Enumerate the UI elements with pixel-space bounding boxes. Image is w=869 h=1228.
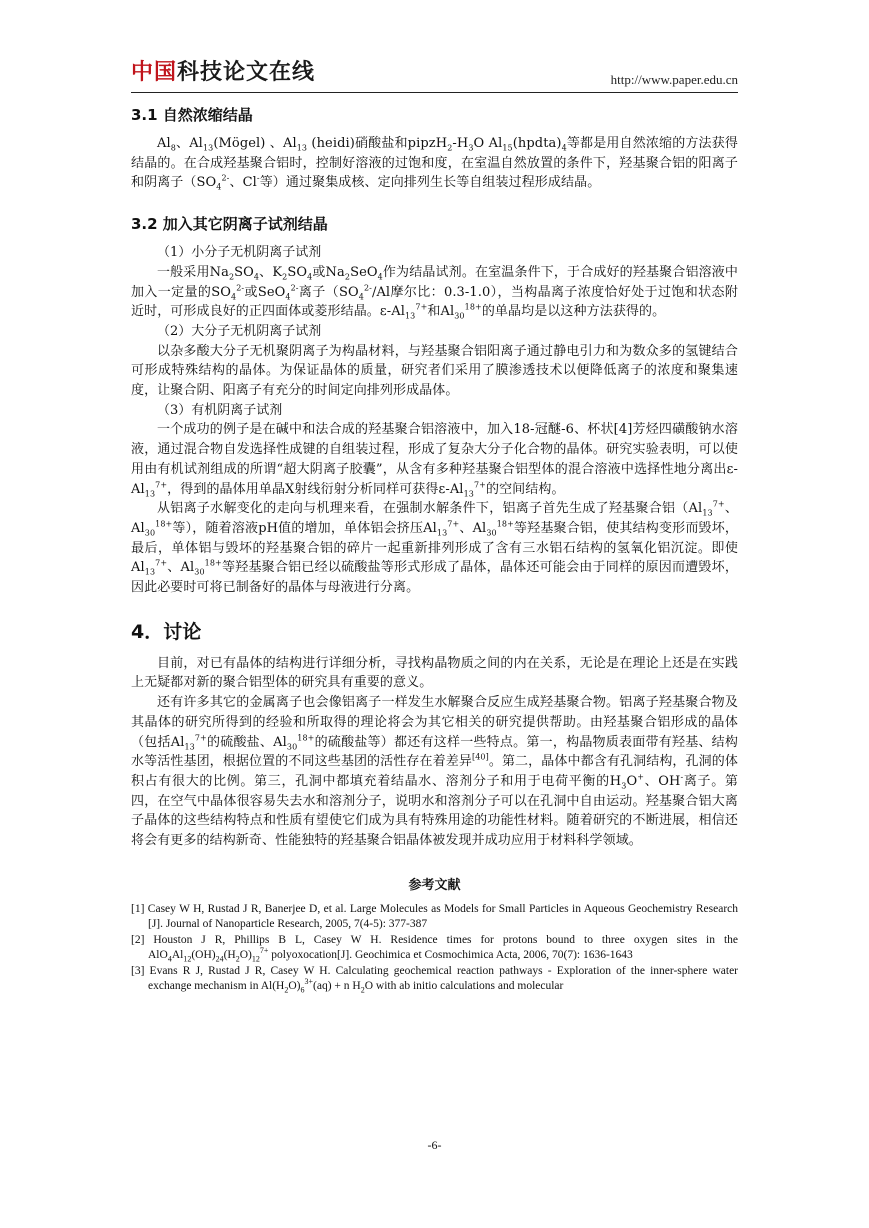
subsection-2-label: （2）大分子无机阴离子试剂: [157, 323, 322, 339]
reference-3: [3] Evans R J, Rustad J R, Casey W H. Calculating geochemical reaction pathways - Exploration of the inner-sphere water exchange mechanism in $Al(H_2O)_6^{3+}(aq) + n$ $H_2O$ with ab initio calculations and molecular: [131, 964, 738, 995]
header-url[interactable]: http://www.paper.edu.cn: [610, 72, 738, 87]
page-body: [131, 104, 738, 995]
page-number: -6-: [427, 1138, 442, 1152]
subsection-3-label: （3）有机阴离子试剂: [157, 402, 283, 418]
section-3-2-paragraph-4: 从铝离子水解变化的走向与机理来看，在强制水解条件下，铝离子首先生成了羟基聚合铝（$Al_{13}^{7+}$、$Al_{30}^{18+}$等），随着溶液pH值的增加，单体铝会挤压$Al_{13}^{7+}$、$Al_{30}^{18+}$等羟基聚合铝，使其结构变形而毁坏，最后，单体铝与毁坏的羟基聚合铝的碎片一起重新排列形成了含有三水铝石结构的氢氧化铝沉淀。即使$Al_{13}^{7+}$、$Al_{30}^{18+}$等羟基聚合铝已经以硫酸盐等形式形成了晶体，晶体还可能会由于同样的原因而遭毁坏，因此必要时可将已制备好的晶体与母液进行分离。: [131, 499, 739, 596]
section-4-paragraph-1: 目前，对已有晶体的结构进行详细分析，寻找构晶物质之间的内在关系，无论是在理论上还是在实践上无疑都对新的聚合铝型体的研究具有重要的意义。: [131, 655, 738, 691]
page-header: [131, 58, 738, 92]
header-divider: [131, 92, 738, 93]
section-3-2-paragraph-2: 以杂多酸大分子无机聚阴离子为构晶材料，与羟基聚合铝阳离子通过静电引力和为数众多的氢键结合可形成特殊结构的晶体。为保证晶体的质量，研究者们采用了膜渗透技术以便降低离子的浓度和聚集速度，让聚合阴、阳离子有充分的时间定向排列形成晶体。: [131, 343, 738, 399]
citation-40[interactable]: [40]: [471, 752, 489, 762]
section-3-1-heading: 3.1 自然浓缩结晶: [131, 106, 253, 124]
section-3-2-heading: 3.2 加入其它阴离子试剂结晶: [131, 215, 328, 234]
subsection-1-label: （1）小分子无机阴离子试剂: [157, 245, 322, 261]
journal-logo: 中国科技论文在线: [131, 60, 316, 85]
reference-1: [1] Casey W H, Rustad J R, Banerjee D, et al. Large Molecules as Models for Small Particles in Aqueous Geochemistry Research [J]. Journal of Nanoparticle Research, 2005, 7(4-5): 377-387: [131, 902, 738, 931]
reference-2: [2] Houston J R, Phillips B L, Casey W H. Residence times for protons bound to three oxygen sites in the $AlO_4Al_{12}(OH)_{24}(H_2O)_{12}^{7+}$ polyoxocation[J]. Geochimica et Cosmochimica Acta, 2006, 70(7): 1636-1643: [131, 933, 738, 964]
section-3-2-paragraph-1: 一般采用$Na_2SO_4$、$K_2SO_4$或$Na_2SeO_4$作为结晶试剂。在室温条件下，于合成好的羟基聚合铝溶液中加入一定量的$SO_4^{2-}$或SeO$_4^{2-}$离子（$SO_4^{2-}/Al$摩尔比：0.3-1.0），当构晶离子浓度恰好处于过饱和状态附近时，可形成良好的正四面体或菱形结晶。$\varepsilon-Al_{13}^{7+}$和$Al_{30}^{18+}$的单晶均是以这种方法获得的。: [131, 264, 739, 321]
section-3-2-paragraph-3: 一个成功的例子是在碱中和法合成的羟基聚合铝溶液中，加入18-冠醚-6、杯状[4]芳烃四磺酸钠水溶液，通过混合物自发选择性成键的自组装过程，形成了复杂大分子化合物的晶体。研究实验表明，可以使用由有机试剂组成的所谓“超大阴离子胶囊”，从含有多种羟基聚合铝型体的混合溶液中选择性地分离出$\varepsilon-Al_{13}^{7+}$，得到的晶体用单晶X射线衍射分析同样可获得$\varepsilon-Al_{13}^{7+}$的空间结构。: [131, 422, 738, 499]
section-3-1-paragraph: $Al_8$、$Al_{13}(Mögel)$ 、$Al_{13}$ (heidi)硝酸盐和$pipzH_2-H_3O$ $Al_{15}(hpdta)_4$等都是用自然浓缩的方法获得结晶的。在合成羟基聚合铝时，控制好溶液的过饱和度，在室温自然放置的条件下，羟基聚合铝的阳离子和阴离子（$SO_4^{2-}$、Cl-等）通过聚集成核、定向排列生长等自组装过程形成结晶。: [131, 136, 738, 192]
section-4-paragraph-2: 还有许多其它的金属离子也会像铝离子一样发生水解聚合反应生成羟基聚合物。铝离子羟基聚合物及其晶体的研究所得到的经验和所取得的理论将会为其它相关的研究提供帮助。由羟基聚合铝形成的晶体（包括$Al_{13}^{7+}$的硫酸盐、$Al_{30}^{18+}$的硫酸盐等）都还有这样一些特点。第一，构晶物质表面带有羟基、结构水等活性基团，根据位置的不同这些基团的活性存在着差异[40]。第二，晶体中都含有孔洞结构，孔洞的体积占有很大的比例。第三，孔洞中都填充着结晶水、溶剂分子和用于电荷平衡的$H_3O^+$、OH-离子。第四，在空气中晶体很容易失去水和溶剂分子，说明水和溶剂分子可以在孔洞中自由运动。羟基聚合铝大离子晶体的这些结构特点和性质有望使它们成为具有特殊用途的功能性材料。随着研究的不断进展，相信还将会有更多的结构新奇、性能独特的羟基聚合铝晶体被发现并成功应用于材料科学领域。: [131, 695, 739, 849]
references-heading: 参考文献: [408, 877, 461, 893]
section-4-heading: 4．讨论: [131, 620, 202, 643]
